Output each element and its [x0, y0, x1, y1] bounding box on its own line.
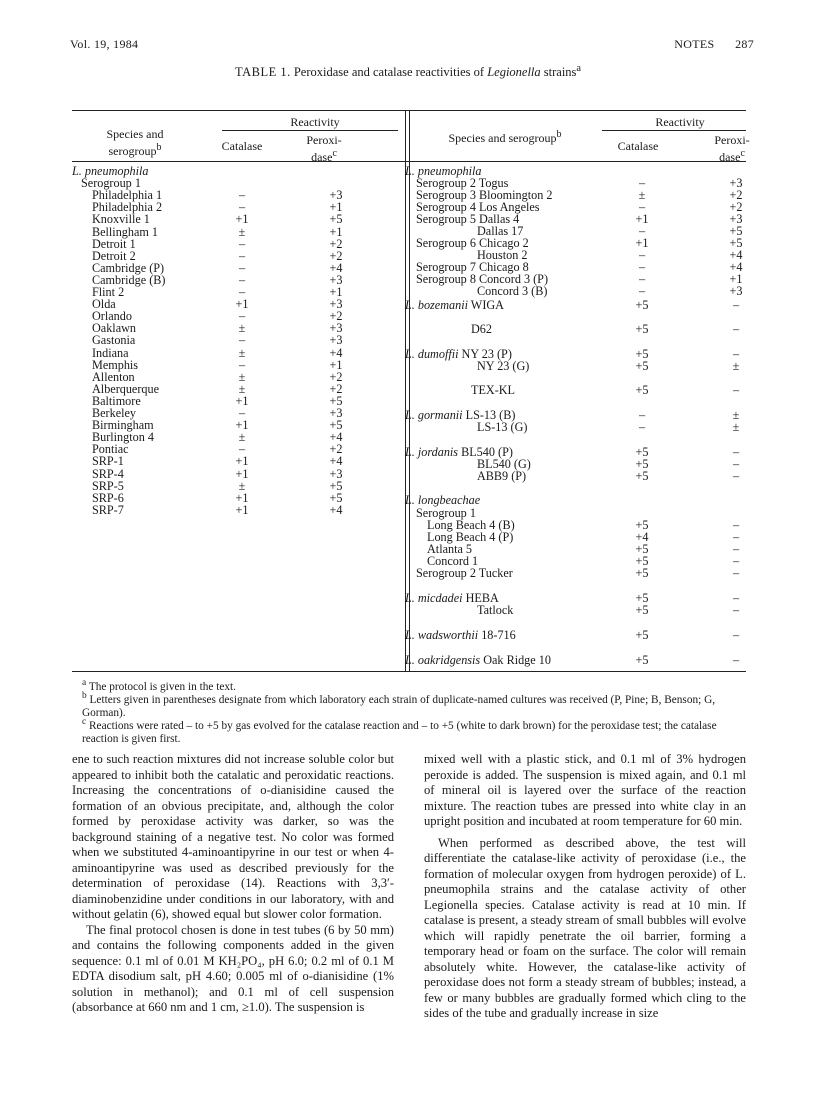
strain-name: Serogroup 7 Chicago 8 — [416, 260, 529, 274]
table-title-end: strains — [543, 65, 577, 80]
footnote-c: $^c$ Reactions were rated – to +5 by gas evolved for the catalase reaction and – to +5 (white to dark brown) for the peroxidase test; the catalase reaction is given first. — [82, 717, 717, 745]
catalase-value: – — [238, 260, 246, 275]
strain-name: Long Beach 4 (P) — [427, 530, 514, 544]
peroxidase-value: – — [732, 554, 740, 568]
table-divider-left — [405, 110, 406, 671]
table-caption — [0, 63, 816, 80]
catalase-value: – — [638, 272, 646, 286]
strain-name: L. pneumophila — [405, 164, 482, 178]
strain-name: Long Beach 4 (B) — [427, 518, 515, 532]
left-col-reactivity-header: Reactivity — [290, 115, 340, 129]
strain-name: Oaklawn — [92, 321, 136, 336]
table-divider-right — [409, 110, 410, 671]
peroxidase-value: +3 — [729, 176, 743, 190]
catalase-value: +1 — [235, 454, 249, 469]
catalase-value: – — [638, 248, 646, 262]
peroxidase-value: +3 — [329, 321, 343, 336]
catalase-value: +1 — [235, 502, 249, 517]
peroxidase-value: +2 — [329, 236, 343, 251]
strain-name: Birmingham — [92, 418, 154, 433]
table-title-text: Peroxidase and catalase reactivities of — [293, 65, 485, 80]
peroxidase-value: +5 — [329, 393, 343, 408]
catalase-value: – — [638, 260, 646, 274]
reactivity-rule-left — [222, 130, 398, 131]
peroxidase-value: +4 — [329, 454, 343, 469]
peroxidase-value: +1 — [329, 200, 343, 215]
catalase-value: – — [638, 224, 646, 238]
catalase-value: +5 — [635, 566, 649, 580]
body-right-column — [424, 752, 746, 1022]
catalase-value: +5 — [635, 542, 649, 556]
peroxidase-value: – — [732, 383, 740, 397]
catalase-value: +5 — [635, 591, 649, 605]
peroxidase-value: +3 — [329, 188, 343, 203]
catalase-value: +1 — [235, 212, 249, 227]
peroxidase-value: +3 — [329, 297, 343, 312]
strain-name: Gastonia — [92, 333, 136, 348]
catalase-value: +5 — [635, 383, 649, 397]
peroxidase-value: +1 — [729, 272, 743, 286]
catalase-value: +1 — [235, 393, 249, 408]
peroxidase-value: +4 — [729, 260, 743, 274]
table-title-sup: a — [576, 63, 582, 74]
right-col-peroxidase-header: Peroxi-dase$^c$ — [714, 133, 750, 164]
strain-name: Tatlock — [477, 603, 514, 617]
peroxidase-value: – — [732, 457, 740, 471]
peroxidase-value: – — [732, 298, 740, 312]
peroxidase-value: – — [732, 322, 740, 336]
strain-name: Cambridge (B) — [92, 272, 166, 287]
peroxidase-value: +4 — [729, 248, 743, 262]
catalase-value: +5 — [635, 603, 649, 617]
strain-name: Serogroup 2 Tucker — [416, 566, 513, 580]
catalase-value: – — [238, 309, 246, 324]
peroxidase-value: +3 — [329, 466, 343, 481]
peroxidase-value: – — [732, 530, 740, 544]
peroxidase-value: +2 — [329, 369, 343, 384]
peroxidase-value: +4 — [329, 345, 343, 360]
strain-name: L. micdadei HEBA — [405, 591, 499, 605]
peroxidase-value: +5 — [729, 224, 743, 238]
strain-name: Pontiac — [92, 442, 129, 457]
peroxidase-value: – — [732, 628, 740, 642]
peroxidase-value: – — [732, 347, 740, 361]
peroxidase-value: – — [732, 591, 740, 605]
peroxidase-value: +4 — [329, 502, 343, 517]
peroxidase-value: +1 — [329, 357, 343, 372]
catalase-value: ± — [238, 321, 246, 336]
strain-name: Allenton — [92, 369, 135, 384]
journal-section-label: NOTES — [674, 37, 715, 51]
strain-name: L. bozemanii WIGA — [405, 298, 504, 312]
catalase-value: ± — [238, 430, 246, 445]
strain-name: Detroit 2 — [92, 248, 136, 263]
catalase-value: +1 — [235, 466, 249, 481]
body-left-paragraph-1: ene to such reaction mixtures did not increase soluble color but appeared to inhibit both the catalatic and peroxidatic reactions. Increasing the concentrations of o-dianisidine caused the formation of an obvious precipitate, and, although the color formed by peroxidase activity was darker, so was the background staining of a negative test. No color was formed when we substituted 4-aminoantipyrine in our test or when 4-aminoantipyrine was used as described previously for the determination of peroxidase (14). Reactions with 3,3′-diaminobenzidine under conditions in our laboratory, with and without gelatin (6), showed equal but slower color formation. — [72, 752, 394, 921]
catalase-value: +1 — [235, 418, 249, 433]
strain-name: Serogroup 8 Concord 3 (P) — [416, 272, 549, 286]
page-number: 287 — [735, 37, 754, 51]
catalase-value: – — [638, 284, 646, 298]
strain-name: L. pneumophila — [72, 164, 149, 178]
peroxidase-value: +5 — [329, 478, 343, 493]
catalase-value: ± — [638, 188, 646, 202]
peroxidase-value: +2 — [329, 309, 343, 324]
peroxidase-value: +2 — [329, 248, 343, 263]
peroxidase-value: +3 — [329, 272, 343, 287]
table-title-genus: Legionella — [487, 65, 541, 80]
catalase-value: +5 — [635, 322, 649, 336]
strain-name: Olda — [92, 297, 116, 312]
catalase-value: +5 — [635, 457, 649, 471]
catalase-value: ± — [238, 345, 246, 360]
strain-name: Orlando — [92, 309, 132, 324]
peroxidase-value: ± — [732, 408, 740, 422]
strain-name: TEX-KL — [471, 383, 515, 397]
catalase-value: +5 — [635, 554, 649, 568]
body-right-paragraph-2: When performed as described above, the test will differentiate the catalase-like activity of peroxidase (i.e., the formation of molecular oxygen from hydrogen peroxide) of L. pneumophila strains and the catalase activity of other Legionella species. Catalase activity is read at 10 min. If catalase is present, a steady stream of small bubbles will evolve which will rapidly penetrate the oil barrier, forming a temporary head or foam on the surface. The color will remain absolutely white. However, the catalase-like activity of peroxidase does not form a steady stream of bubbles; instead, a few or many bubbles are gradually formed which cling to the sides of the tube and gradually increase in size — [424, 835, 746, 1020]
strain-name: Serogroup 2 Togus — [416, 176, 509, 190]
catalase-value: – — [238, 406, 246, 420]
strain-name: L. jordanis BL540 (P) — [405, 445, 513, 459]
peroxidase-value: +5 — [329, 418, 343, 433]
peroxidase-value: +5 — [729, 236, 743, 250]
catalase-value: – — [238, 200, 246, 215]
peroxidase-value: +3 — [329, 333, 343, 348]
table-label: TABLE 1. — [234, 65, 291, 80]
strain-name: Bellingham 1 — [92, 224, 159, 239]
catalase-value: – — [238, 285, 246, 299]
reactivity-rule-right — [602, 130, 746, 131]
strain-name: Serogroup 1 — [416, 506, 476, 520]
catalase-value: – — [238, 272, 246, 287]
catalase-value: – — [238, 333, 246, 348]
strain-name: Berkeley — [92, 406, 136, 420]
strain-name: Houston 2 — [477, 248, 528, 262]
peroxidase-value: +3 — [729, 284, 743, 298]
catalase-value: +5 — [635, 628, 649, 642]
catalase-value: – — [638, 408, 646, 422]
strain-name: SRP-5 — [92, 478, 124, 493]
left-col-peroxidase-header: Peroxi-dase$^c$ — [306, 133, 342, 164]
strain-name: NY 23 (G) — [477, 359, 530, 373]
strain-name: Serogroup 5 Dallas 4 — [416, 212, 520, 226]
strain-name: Philadelphia 2 — [92, 200, 163, 215]
strain-name: Baltimore — [92, 393, 141, 408]
catalase-value: +1 — [235, 297, 249, 312]
catalase-value: – — [638, 420, 646, 434]
catalase-value: – — [638, 200, 646, 214]
peroxidase-value: +1 — [329, 224, 343, 239]
strain-name: Philadelphia 1 — [92, 188, 163, 203]
peroxidase-value: ± — [732, 359, 740, 373]
strain-name: Memphis — [92, 357, 139, 372]
catalase-value: ± — [238, 224, 246, 239]
peroxidase-value: – — [732, 566, 740, 580]
right-col-catalase-header: Catalase — [617, 139, 659, 153]
peroxidase-value: +5 — [329, 212, 343, 227]
strain-name: Flint 2 — [92, 285, 125, 299]
strain-name: ABB9 (P) — [477, 469, 527, 483]
catalase-value: +5 — [635, 359, 649, 373]
catalase-value: – — [238, 442, 246, 457]
strain-name: Alberquerque — [92, 381, 160, 396]
strain-name: SRP-1 — [92, 454, 124, 469]
strain-name: L. wadsworthii 18-716 — [405, 628, 516, 642]
catalase-value: +5 — [635, 469, 649, 483]
body-left-paragraph-2: The final protocol chosen is done in test tubes (6 by 50 mm) and contains the following components added in the given sequence: 0.1 ml of 0.01 M KH₂PO₄, pH 6.0; 0.2 ml of 0.1 M EDTA disodium salt, pH 4.60; 0.005 ml of o-dianisidine (1% solution in methanol); and 0.1 ml of cell suspension (absorbance at 660 nm and 1 cm, ≥1.0). The suspension is — [72, 922, 394, 1014]
catalase-value: – — [238, 236, 246, 251]
strain-name: SRP-7 — [92, 502, 124, 517]
catalase-value: ± — [238, 369, 246, 384]
strain-name: D62 — [471, 322, 492, 336]
peroxidase-value: +5 — [329, 490, 343, 505]
catalase-value: – — [238, 188, 246, 203]
peroxidase-value: +4 — [329, 260, 343, 275]
running-header-volume: Vol. 19, 1984 — [70, 37, 139, 51]
running-header-right — [674, 37, 754, 52]
catalase-value: – — [638, 176, 646, 190]
peroxidase-value: +2 — [329, 381, 343, 396]
strain-name: SRP-6 — [92, 490, 124, 505]
peroxidase-value: +2 — [329, 442, 343, 457]
strain-name: Concord 1 — [427, 554, 479, 568]
catalase-value: – — [238, 357, 246, 372]
strain-name: L. oakridgensis Oak Ridge 10 — [405, 653, 551, 667]
strain-name: SRP-4 — [92, 466, 124, 481]
catalase-value: +1 — [635, 212, 649, 226]
peroxidase-value: +1 — [329, 285, 343, 299]
peroxidase-value: +2 — [729, 188, 743, 202]
peroxidase-value: – — [732, 653, 740, 667]
catalase-value: +1 — [635, 236, 649, 250]
strain-name: Atlanta 5 — [427, 542, 473, 556]
strain-name: Serogroup 4 Los Angeles — [416, 200, 540, 214]
strain-name: Burlington 4 — [92, 430, 154, 445]
strain-name: Cambridge (P) — [92, 260, 165, 275]
strain-name: L. gormanii LS-13 (B) — [405, 408, 516, 422]
strain-name: Serogroup 3 Bloomington 2 — [416, 188, 553, 202]
peroxidase-value: +2 — [729, 200, 743, 214]
body-left-column — [72, 752, 394, 1016]
peroxidase-value: – — [732, 542, 740, 556]
strain-name: LS-13 (G) — [477, 420, 528, 434]
peroxidase-value: – — [732, 603, 740, 617]
strain-name: Dallas 17 — [477, 224, 524, 238]
peroxidase-value: +3 — [329, 406, 343, 420]
strain-name: Serogroup 6 Chicago 2 — [416, 236, 529, 250]
catalase-value: – — [238, 248, 246, 263]
catalase-value: +4 — [635, 530, 649, 544]
peroxidase-value: – — [732, 518, 740, 532]
left-col-species-header: Species and serogroup$^b$ — [106, 127, 164, 158]
body-right-paragraph-1: mixed well with a plastic stick, and 0.1 ml of 3% hydrogen peroxide is added. The suspension is mixed again, and 0.1 ml of mineral oil is layered over the surface of the reaction mixture. The reaction tubes are pressed into white clay in an upright position and incubated at room temperature for 60 min. — [424, 752, 746, 828]
peroxidase-value: +4 — [329, 430, 343, 445]
catalase-value: +5 — [635, 518, 649, 532]
right-col-species-header: Species and serogroup$^b$ — [448, 129, 562, 145]
catalase-value: +5 — [635, 445, 649, 459]
footnote-a: $^a$ The protocol is given in the text. — [82, 678, 236, 693]
strain-name: L. dumoffii NY 23 (P) — [405, 347, 512, 361]
table-bottom-rule — [72, 671, 746, 672]
catalase-value: +5 — [635, 298, 649, 312]
catalase-value: +1 — [235, 490, 249, 505]
catalase-value: ± — [238, 478, 246, 493]
strain-name: Indiana — [92, 345, 129, 360]
peroxidase-value: ± — [732, 420, 740, 434]
strain-name: Concord 3 (B) — [477, 284, 548, 298]
peroxidase-value: – — [732, 445, 740, 459]
catalase-value: +5 — [635, 653, 649, 667]
strain-name: Knoxville 1 — [92, 212, 150, 227]
peroxidase-value: – — [732, 469, 740, 483]
strain-name: Serogroup 1 — [81, 176, 141, 191]
left-col-catalase-header: Catalase — [221, 139, 263, 153]
right-col-reactivity-header: Reactivity — [655, 115, 705, 129]
strain-name: L. longbeachae — [405, 493, 481, 507]
strain-name: BL540 (G) — [477, 457, 531, 471]
strain-name: Detroit 1 — [92, 236, 136, 251]
catalase-value: +5 — [635, 347, 649, 361]
peroxidase-value: +3 — [729, 212, 743, 226]
catalase-value: ± — [238, 381, 246, 396]
footnote-b: $^b$ Letters given in parentheses designate from which laboratory each strain of duplicate-named cultures was received (P, Pine; B, Benson; G, Gorman). — [82, 691, 716, 719]
